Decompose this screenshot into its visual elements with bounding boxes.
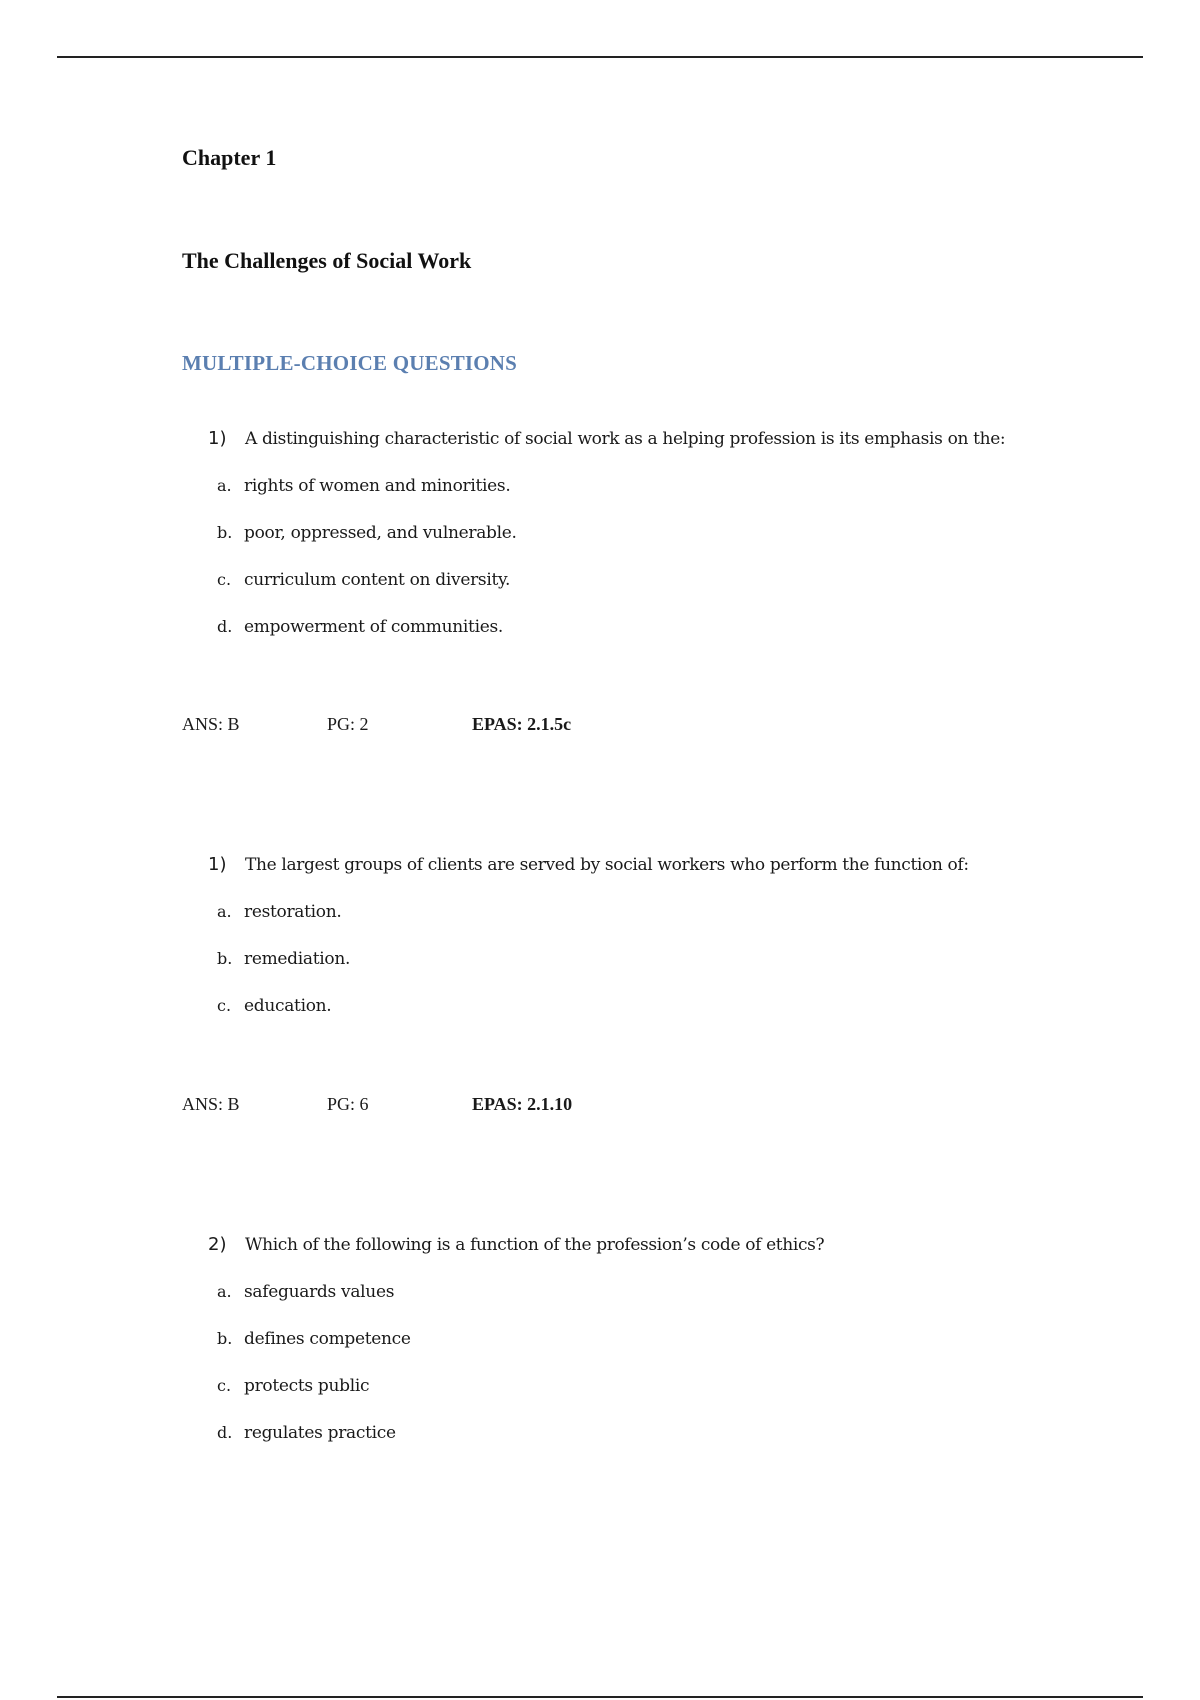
question-stem — [208, 854, 1108, 878]
option-letter: d. — [217, 617, 233, 636]
option-letter: c. — [217, 1376, 232, 1395]
option-b — [208, 523, 1108, 547]
option-text: education. — [244, 996, 332, 1016]
bottom-rule — [57, 1696, 1143, 1698]
option-text: restoration. — [244, 902, 342, 922]
option-d — [208, 1423, 1108, 1447]
section-heading: MULTIPLE-CHOICE QUESTIONS — [182, 351, 518, 375]
option-text: safeguards values — [244, 1282, 395, 1302]
option-text: curriculum content on diversity. — [244, 570, 511, 590]
option-c — [208, 1376, 1108, 1400]
epas-reference: EPAS: 2.1.10 — [472, 1094, 573, 1114]
option-letter: a. — [217, 1282, 232, 1301]
option-text: remediation. — [244, 949, 351, 969]
option-letter: b. — [217, 1329, 233, 1348]
page-reference: PG: 2 — [327, 714, 369, 734]
answer-row-2 — [182, 1094, 572, 1115]
option-letter: b. — [217, 523, 233, 542]
option-c — [208, 996, 1108, 1020]
option-a — [208, 476, 1108, 500]
option-list — [208, 1282, 1108, 1447]
page-reference: PG: 6 — [327, 1094, 369, 1114]
option-b — [208, 1329, 1108, 1353]
option-letter: c. — [217, 996, 232, 1015]
answer-key: ANS: B — [182, 1094, 240, 1114]
question-stem — [208, 1234, 1108, 1258]
question-number: 1) — [208, 428, 227, 449]
option-letter: b. — [217, 949, 233, 968]
option-list — [208, 476, 1108, 641]
chapter-heading: Chapter 1 — [182, 145, 277, 170]
option-letter: d. — [217, 1423, 233, 1442]
option-text: protects public — [244, 1376, 370, 1396]
question-text: A distinguishing characteristic of social work as a helping profession is its emphasis on the: — [245, 429, 1006, 449]
option-letter: a. — [217, 902, 232, 921]
question-number: 2) — [208, 1234, 227, 1255]
answer-row-1 — [182, 714, 571, 735]
option-d — [208, 617, 1108, 641]
question-3 — [208, 1234, 1108, 1447]
option-a — [208, 1282, 1108, 1306]
answer-key: ANS: B — [182, 714, 240, 734]
question-1 — [208, 428, 1108, 641]
option-a — [208, 902, 1108, 926]
question-number: 1) — [208, 854, 227, 875]
question-stem — [208, 428, 1108, 452]
option-text: defines competence — [244, 1329, 411, 1349]
option-c — [208, 570, 1108, 594]
option-text: poor, oppressed, and vulnerable. — [244, 523, 517, 543]
option-text: rights of women and minorities. — [244, 476, 511, 496]
option-text: empowerment of communities. — [244, 617, 504, 637]
epas-reference: EPAS: 2.1.5c — [472, 714, 572, 734]
option-text: regulates practice — [244, 1423, 396, 1443]
option-b — [208, 949, 1108, 973]
question-text: Which of the following is a function of the profession’s code of ethics? — [245, 1235, 825, 1255]
option-letter: c. — [217, 570, 232, 589]
top-rule — [57, 56, 1143, 58]
question-2 — [208, 854, 1108, 1020]
option-list — [208, 902, 1108, 1020]
chapter-title: The Challenges of Social Work — [182, 248, 472, 273]
option-letter: a. — [217, 476, 232, 495]
question-text: The largest groups of clients are served by social workers who perform the function of: — [245, 855, 969, 875]
